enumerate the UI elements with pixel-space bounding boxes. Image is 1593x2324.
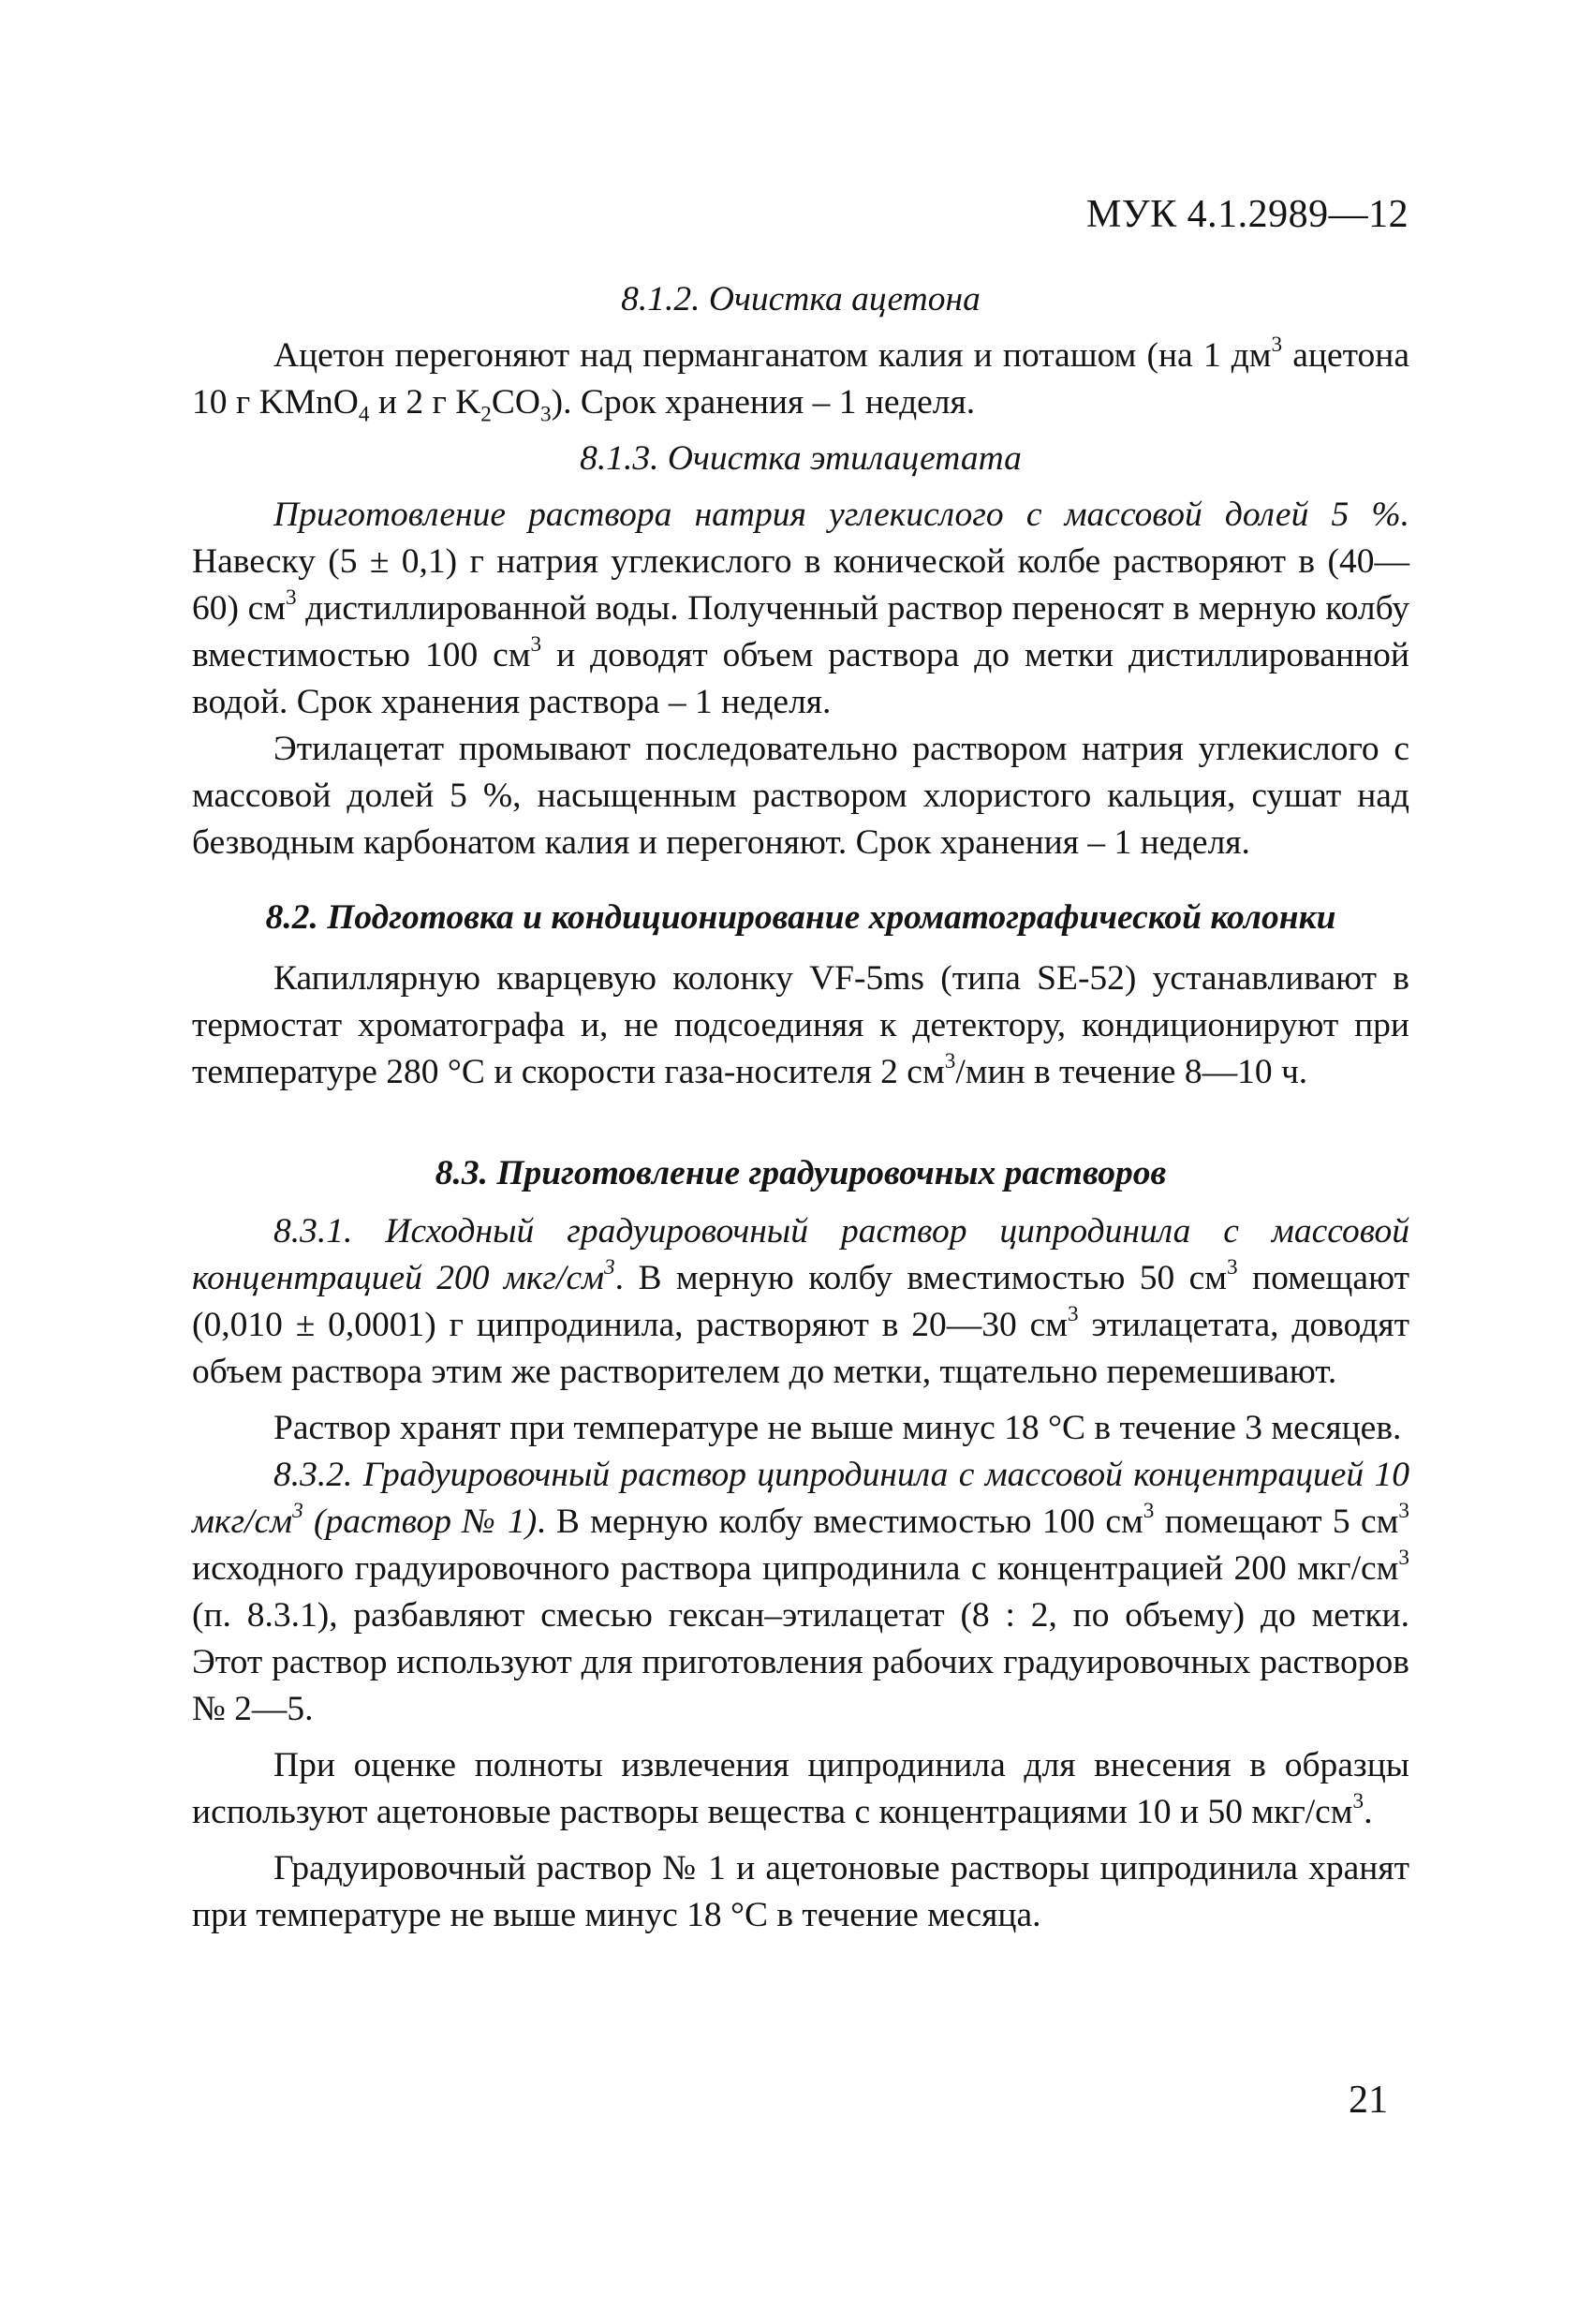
section-title-8-3: 8.3. Приготовление градуировочных растворов xyxy=(435,1154,1167,1192)
section-title-8-2: 8.2. Подготовка и кондиционирование хроматографической колонки xyxy=(265,898,1336,937)
paragraph: Приготовление раствора натрия углекислого с массовой долей 5 %. Навеску (5 ± 0,1) г натрия углекислого в конической колбе растворяют в (40—60) $см^3$ дистиллированной воды. Полученный раствор переносят в мерную колбу вместимостью 100 $см^3$ и доводят объем раствора до метки дистиллированной водой. Срок хранения раствора – 1 неделя. xyxy=(192,496,1409,721)
section-body-8-1-2 xyxy=(192,333,1409,426)
section-body-8-2 xyxy=(192,955,1409,1096)
paragraph: Градуировочный раствор № 1 и ацетоновые растворы ципродинила хранят при температуре не выше минус 18 °С в течение месяца. xyxy=(192,1849,1409,1934)
section-title-8-1-3: 8.1.3. Очистка этилацетата xyxy=(580,439,1022,478)
paragraph: Раствор хранят при температуре не выше минус 18 °С в течение 3 месяцев. xyxy=(273,1409,1402,1447)
document-code: МУК 4.1.2989—12 xyxy=(1086,193,1409,236)
section-title-8-1-2: 8.1.2. Очистка ацетона xyxy=(621,280,981,318)
section-body-8-1-3 xyxy=(192,492,1409,866)
paragraph: Ацетон перегоняют над перманганатом калия и поташом (на 1 $дм^3$ ацетона 10 г KMnO$_4$ и 2 г $K_2CO_3$). Срок хранения – 1 неделя. xyxy=(192,332,1409,427)
paragraph: При оценке полноты извлечения ципродинила для внесения в образцы используют ацетоновые растворы вещества с концентрациями 10 и 50 мкг/$см^3$. xyxy=(192,1746,1409,1831)
paragraph: 8.3.2. Градуировочный раствор ципродинила с массовой концентрацией 10 мкг/$см^3$ (раствор № 1). В мерную колбу вместимостью 100 $см^3$ помещают 5 $см^3$ исходного градуировочного раствора ципродинила с концентрацией 200 мкг/$см^3$ (п. 8.3.1), разбавляют смесью гексан–этилацетат (8 : 2, по объему) до метки. Этот раствор используют для приготовления рабочих градуировочных растворов № 2—5. xyxy=(192,1456,1409,1728)
paragraph: Этилацетат промывают последовательно раствором натрия углекислого с массовой долей 5 %, насыщенным раствором хлористого кальция, сушат над безводным карбонатом калия и перегоняют. Срок хранения – 1 неделя. xyxy=(192,730,1409,862)
page-number: 21 xyxy=(1349,2079,1388,2122)
paragraph: Капиллярную кварцевую колонку VF-5ms (типа SE-52) устанавливают в термостат хроматографа и, не подсоединяя к детектору, кондиционируют при температуре 280 °С и скорости газа-носителя 2 $см^3$/мин в течение 8—10 ч. xyxy=(192,959,1409,1091)
paragraph: 8.3.1. Исходный градуировочный раствор ципродинила с массовой концентрацией 200 мкг/$см^3$. В мерную колбу вместимостью 50 $см^3$ помещают (0,010 ± 0,0001) г ципродинила, растворяют в 20—30 $см^3$ этилацетата, доводят объем раствора этим же растворителем до метки, тщательно перемешивают. xyxy=(192,1212,1409,1391)
section-body-8-3 xyxy=(192,1208,1409,1939)
